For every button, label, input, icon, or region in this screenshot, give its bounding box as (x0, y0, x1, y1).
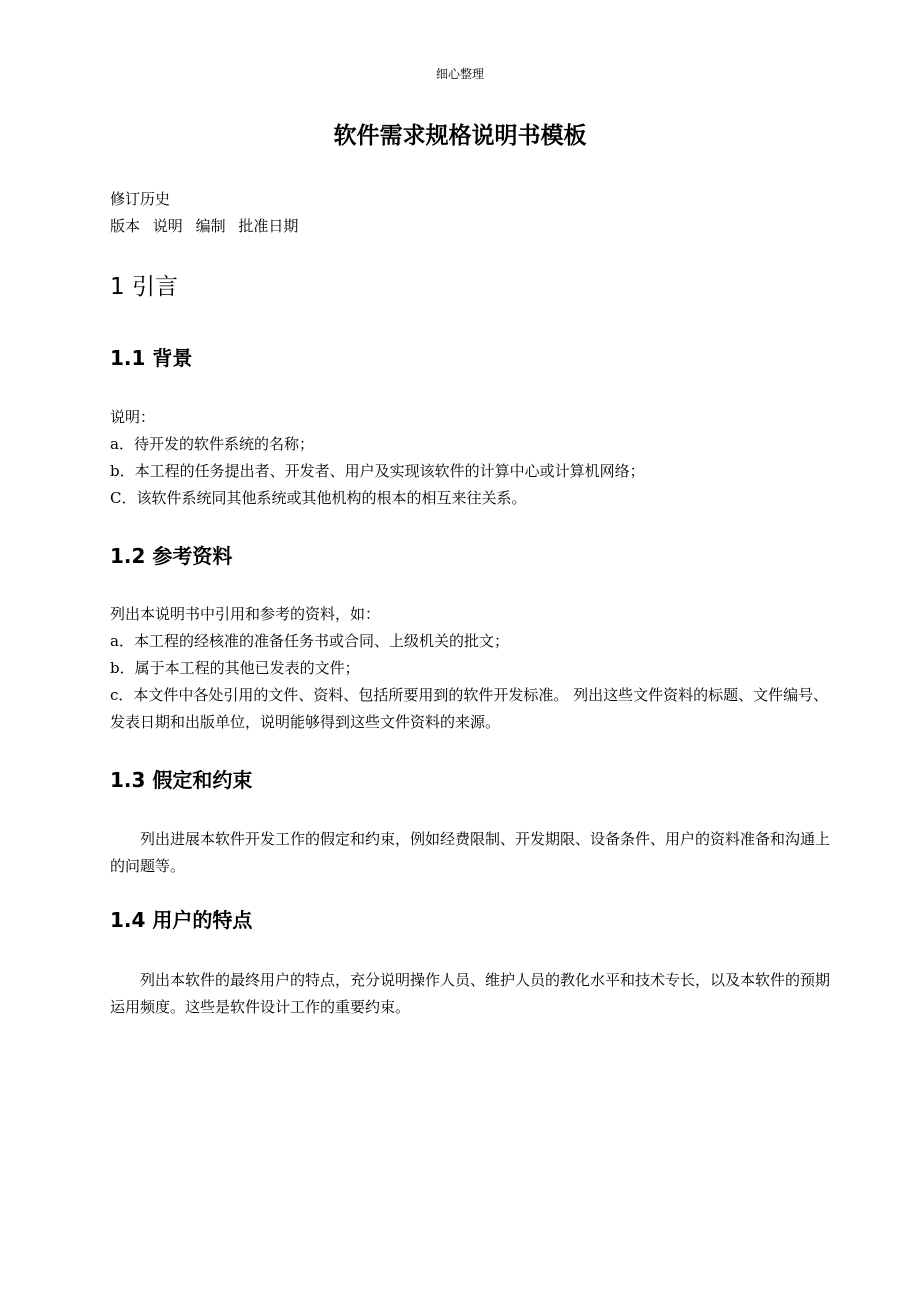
section-1-2-heading: 1.2 参考资料 (110, 544, 233, 568)
section-1-4-paragraph: 列出本软件的最终用户的特点，充分说明操作人员、维护人员的教化水平和技术专长，以及本软件的预期运用频度。这些是软件设计工作的重要约束。 (110, 971, 831, 1016)
revision-column-approval-date: 批准日期 (238, 217, 299, 235)
chapter-1-heading: 1 引言 (110, 274, 178, 300)
revision-column-description: 说明 (152, 217, 183, 235)
section-1-1-heading: 1.1 背景 (110, 346, 193, 370)
section-1-1-line: a．待开发的软件系统的名称； (110, 435, 314, 453)
section-1-2-line: b．属于本工程的其他已发表的文件； (110, 659, 360, 677)
section-1-3-heading: 1.3 假定和约束 (110, 768, 253, 792)
section-1-2-line: c．本文件中各处引用的文件、资料、包括所要用到的软件开发标准。 列出这些文件资料的标题、文件编号、发表日期和出版单位，说明能够得到这些文件资料的来源。 (110, 686, 829, 731)
section-1-2-line: 列出本说明书中引用和参考的资料，如： (110, 605, 381, 623)
revision-history-label: 修订历史 (110, 190, 171, 208)
section-1-3-body (110, 826, 838, 880)
revision-column-version: 版本 (110, 217, 141, 235)
section-1-1-body (110, 404, 838, 512)
section-1-1-line: 说明： (110, 408, 156, 426)
document-title: 软件需求规格说明书模板 (333, 123, 587, 149)
section-1-4-heading: 1.4 用户的特点 (110, 908, 253, 932)
section-1-4-body (110, 967, 838, 1021)
section-1-2-body (110, 601, 838, 736)
section-1-1-line: C．该软件系统同其他系统或其他机构的根本的相互来往关系。 (110, 489, 527, 507)
header-note: 细心整理 (435, 67, 484, 81)
section-1-3-paragraph: 列出进展本软件开发工作的假定和约束，例如经费限制、开发期限、设备条件、用户的资料准备和沟通上的问题等。 (110, 830, 831, 875)
revision-history-columns (110, 213, 838, 240)
revision-history (110, 186, 838, 240)
revision-column-author: 编制 (195, 217, 226, 235)
section-1-1-line: b．本工程的任务提出者、开发者、用户及实现该软件的计算中心或计算机网络； (110, 462, 645, 480)
section-1-2-line: a．本工程的经核准的准备任务书或合同、上级机关的批文； (110, 632, 509, 650)
